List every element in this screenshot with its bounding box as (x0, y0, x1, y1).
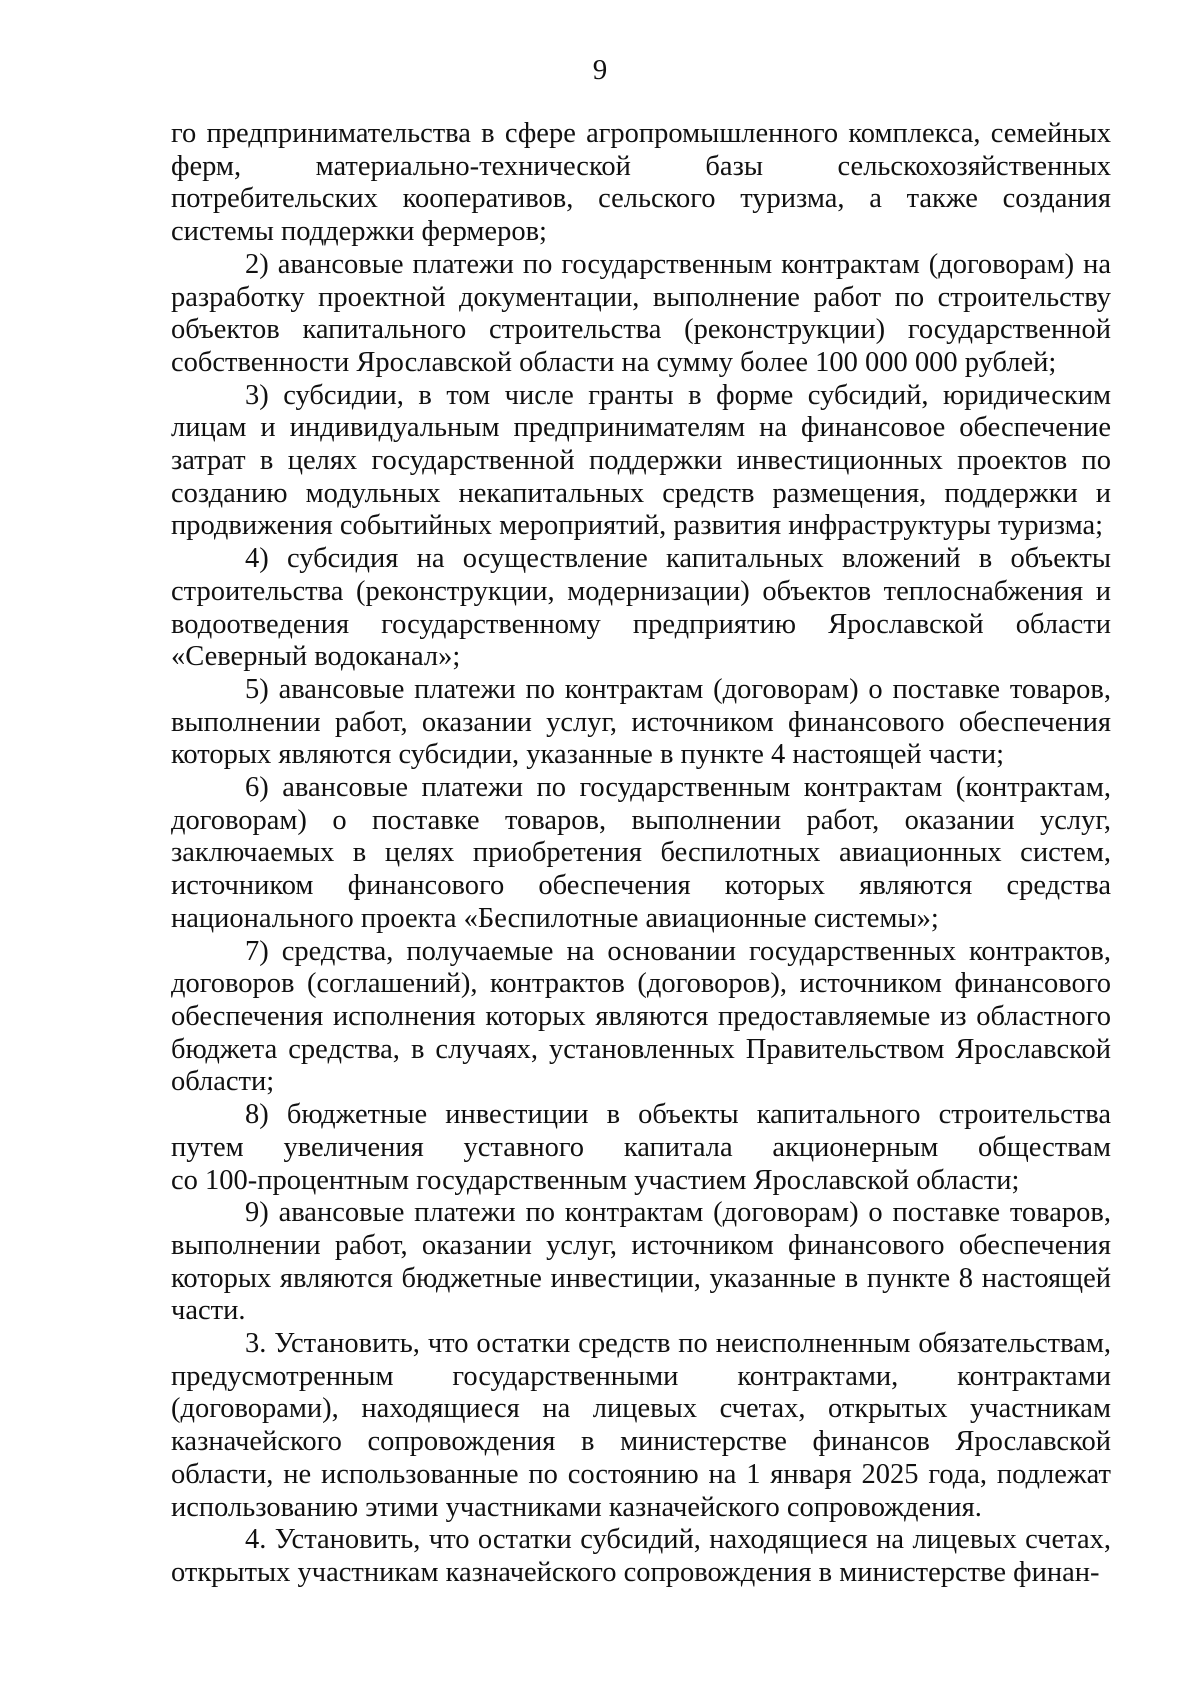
paragraph-section-3: 3. Установить, что остатки средств по неисполненным обязательствам, предусмотренным государственными контрактами, контрактами (договорами), находящиеся на лицевых счетах, открытых участникам казначейского сопровождения в министерстве финансов Ярославской области, не использованные по состоянию на 1 января 2025 года, подлежат использованию этими участниками казначейского сопровождения. (171, 1328, 1111, 1523)
paragraph-item-2: 2) авансовые платежи по государственным контрактам (договорам) на разработку проектной документации, выполнение работ по строительству объектов капитального строительства (реконструкции) государственной собственности Ярославской области на сумму более 100 000 000 рублей; (171, 248, 1111, 378)
paragraph-item-5: 5) авансовые платежи по контрактам (договорам) о поставке товаров, выполнении работ, оказании услуг, источником финансового обеспечения которых являются субсидии, указанные в пункте 4 настоящей части; (171, 673, 1111, 771)
paragraph-item-3: 3) субсидии, в том числе гранты в форме субсидий, юридическим лицам и индивидуальным предпринимателям на финансовое обеспечение затрат в целях государственной поддержки инвестиционных проектов по созданию модульных некапитальных средств размещения, поддержки и продвижения событийных мероприятий, развития инфраструктуры туризма; (171, 379, 1111, 542)
paragraph-item-9: 9) авансовые платежи по контрактам (договорам) о поставке товаров, выполнении работ, оказании услуг, источником финансового обеспечения которых являются бюджетные инвестиции, указанные в пункте 8 настоящей части. (171, 1197, 1111, 1327)
paragraph-item-8: 8) бюджетные инвестиции в объекты капитального строительства путем увеличения уставного капитала акционерным обществам (171, 1099, 1111, 1163)
paragraph-section-4: 4. Установить, что остатки субсидий, находящиеся на лицевых счетах, открытых участникам казначейского сопровождения в министерстве финан- (171, 1524, 1111, 1588)
document-body (171, 118, 1111, 1590)
paragraph-item-6: 6) авансовые платежи по государственным контрактам (контрактам, договорам) о поставке товаров, выполнении работ, оказании услуг, заключаемых в целях приобретения беспилотных авиационных систем, источником финансового обеспечения которых являются средства национального проекта «Беспилотные авиационные системы»; (171, 772, 1111, 934)
paragraph-item-7: 7) средства, получаемые на основании государственных контрактов, договоров (соглашений), контрактов (договоров), источником финансового обеспечения исполнения которых являются предоставляемые из областного бюджета средства, в случаях, установленных Правительством Ярославской области; (171, 935, 1111, 1098)
page-number: 9 (592, 54, 608, 86)
paragraph-item-8-end: со 100-процентным государственным участием Ярославской области; (171, 1164, 1020, 1196)
paragraph-continuation: го предпринимательства в сфере агропромышленного комплекса, семейных ферм, материально-технической базы сельскохозяйственных потребительских кооперативов, сельского туризма, а также создания системы поддержки фермеров; (171, 118, 1111, 248)
paragraph-item-4: 4) субсидия на осуществление капитальных вложений в объекты строительства (реконструкции, модернизации) объектов теплоснабжения и водоотведения государственному предприятию Ярославской области «Северный водоканал»; (171, 543, 1111, 673)
